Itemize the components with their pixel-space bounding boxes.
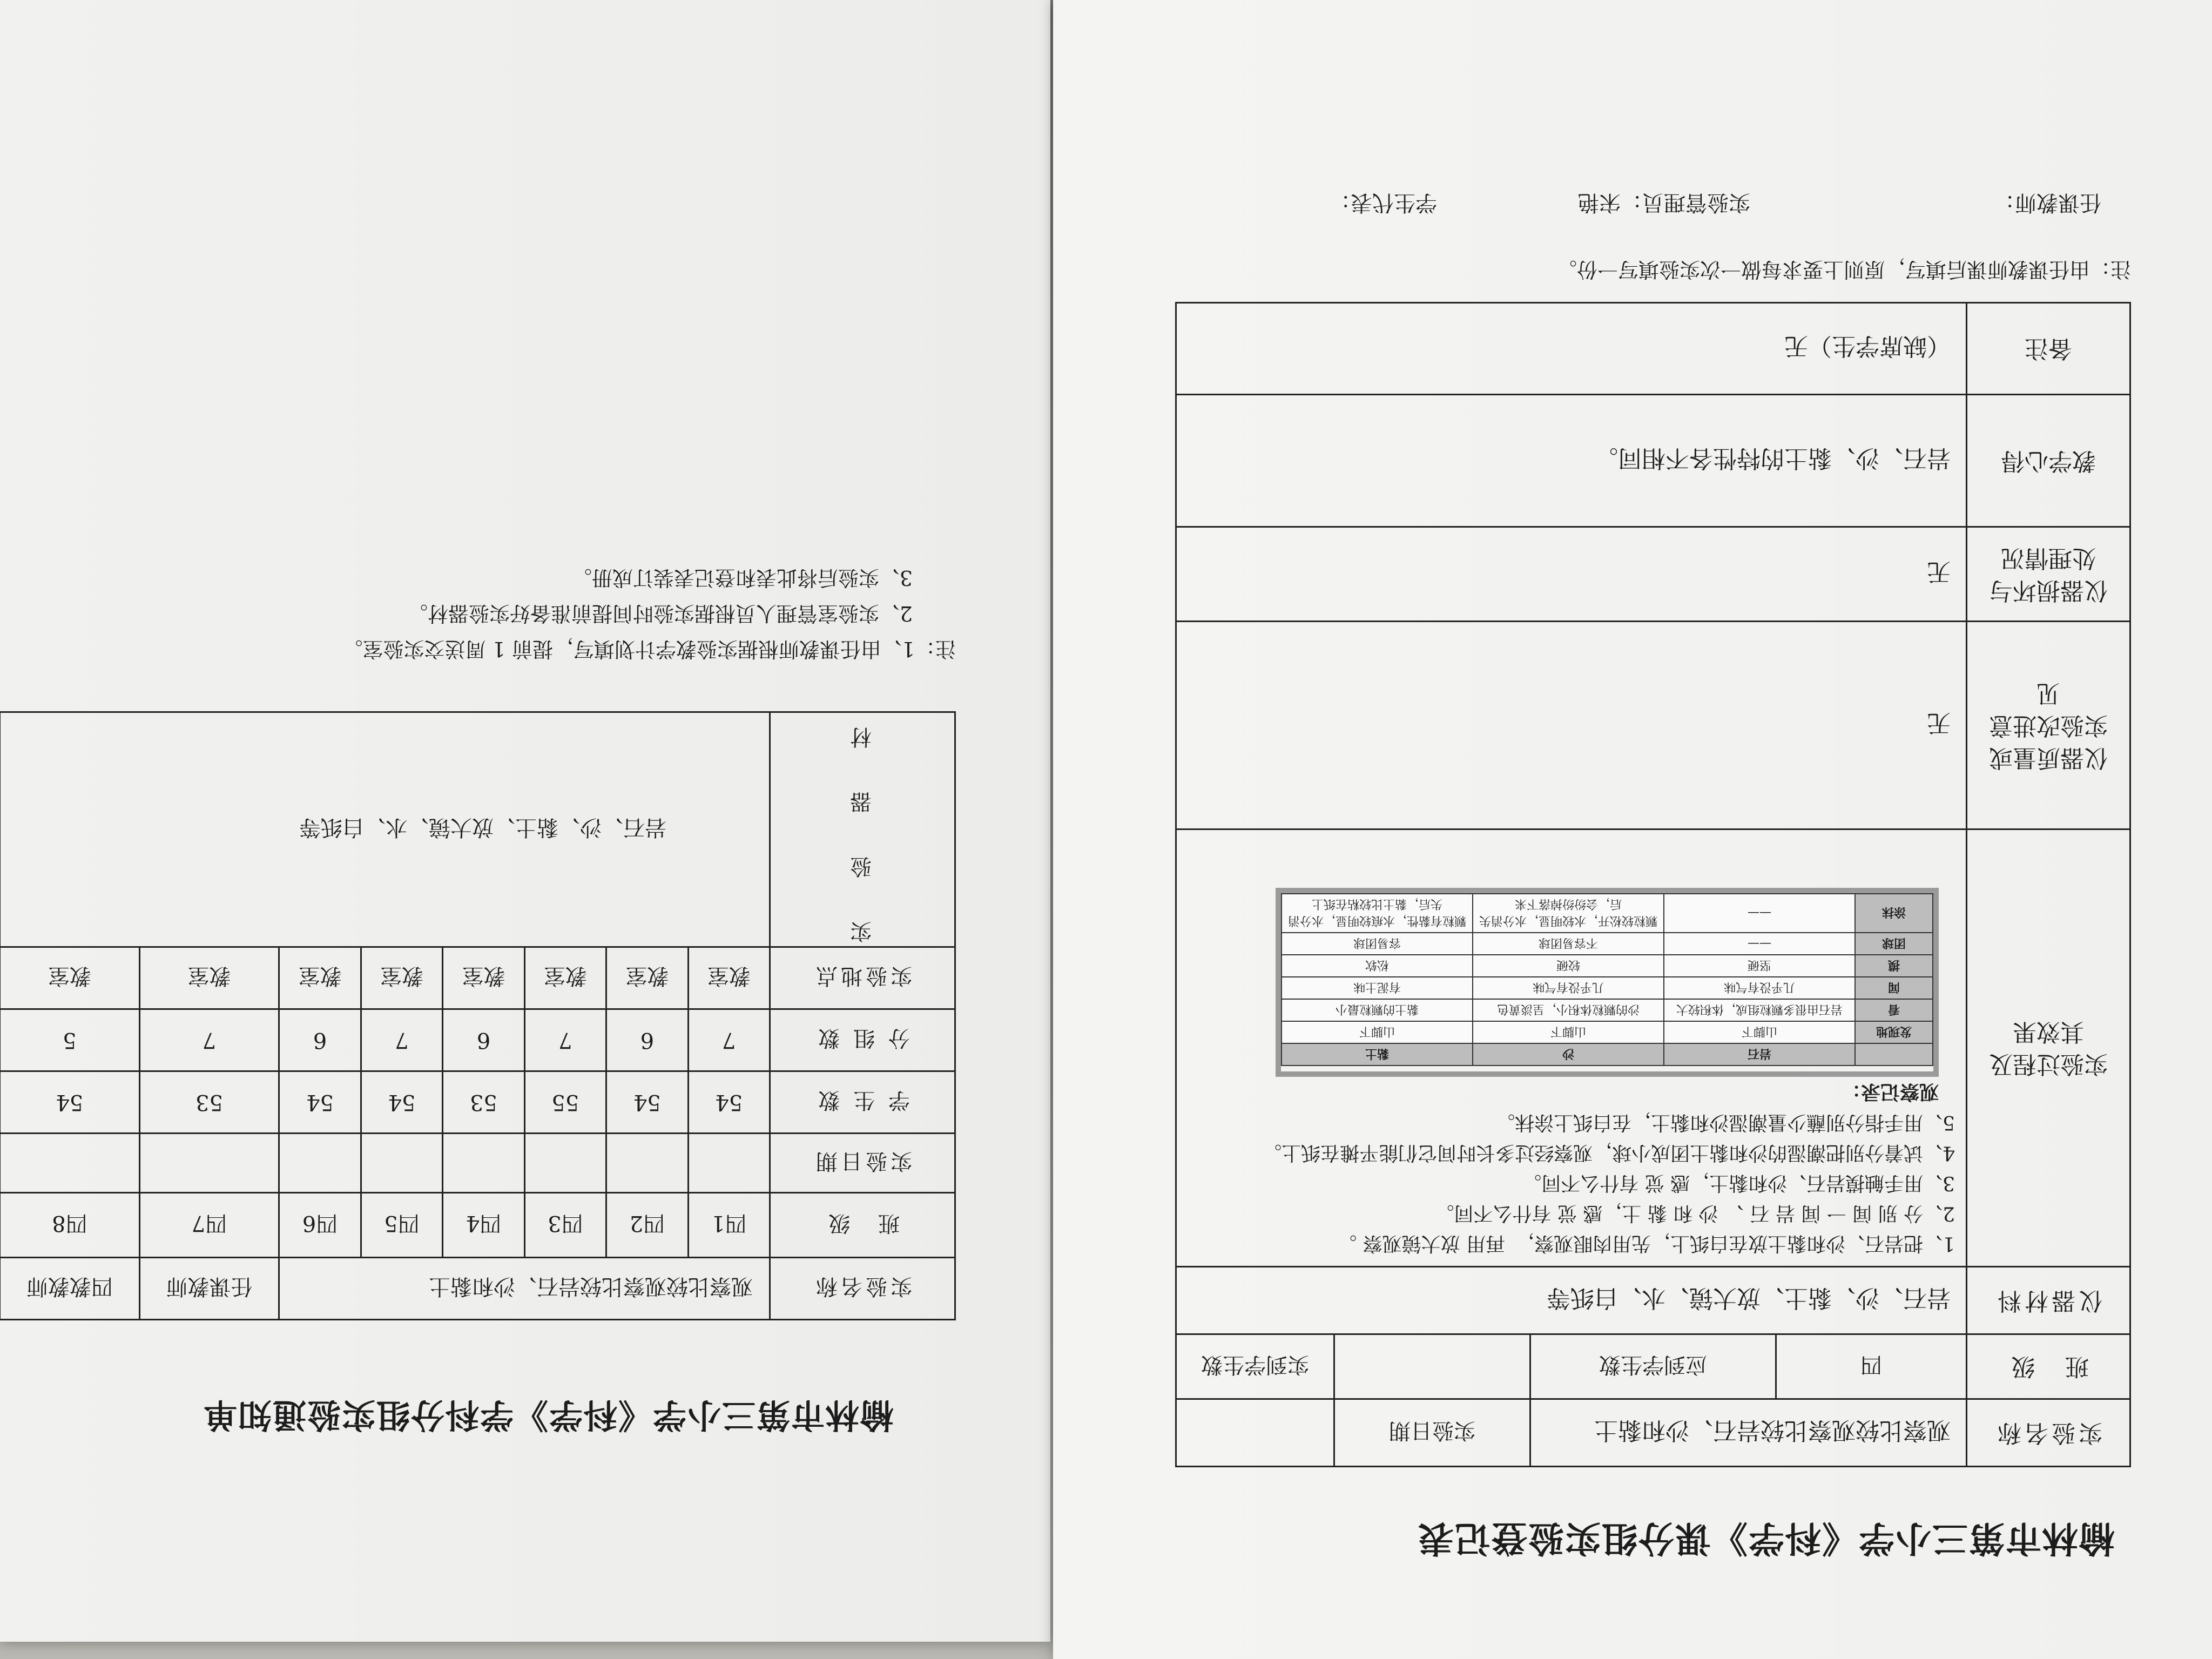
observation-table-frame	[1276, 888, 1939, 1077]
obs-cell: 山脚下	[1473, 1021, 1664, 1043]
record-step: 3、用手触摸岩石、沙和黏土，感 觉 有什么不同。	[1522, 1172, 1955, 1194]
record-quality: 无	[1176, 622, 1967, 830]
obs-cell: 沙的颗粒体积小，呈淡黄色	[1473, 999, 1664, 1021]
class-cell: 四6	[279, 1193, 361, 1258]
record-label-expected: 应到学生数	[1530, 1334, 1776, 1399]
students-cell: 53	[443, 1071, 524, 1134]
location-cell: 教室	[0, 947, 139, 1009]
location-cell: 教室	[688, 947, 770, 1009]
students-cell: 54	[606, 1071, 688, 1134]
obs-header: 岩石	[1664, 1043, 1855, 1065]
observation-title: 观察记录：	[1841, 1081, 1939, 1103]
obs-row-label: 看	[1855, 999, 1933, 1021]
record-damage: 无	[1176, 527, 1967, 622]
students-cell: 54	[361, 1071, 442, 1134]
obs-cell: 较硬	[1473, 955, 1664, 977]
record-label-damage: 仪器损坏与处理情况	[1967, 527, 2130, 622]
obs-cell: 几乎没有气味	[1664, 977, 1855, 999]
record-expected-value	[1334, 1334, 1530, 1399]
record-label-class: 班 级	[1967, 1334, 2130, 1399]
groups-cell: 7	[361, 1009, 442, 1071]
obs-row-label: 涂抹	[1855, 894, 1933, 933]
obs-cell: 颗粒较松开，水较明显，水分消失后，会纷纷掉落下来	[1473, 894, 1664, 933]
footer-manager: 实验管理员：宋艳	[1577, 190, 1750, 215]
record-process-cell	[1176, 830, 1967, 1267]
notice-label-students: 学 生 数	[770, 1071, 955, 1134]
obs-cell: 黏土的颗粒最小	[1282, 999, 1473, 1021]
students-cell: 55	[524, 1071, 606, 1134]
students-cell: 54	[688, 1071, 770, 1134]
location-cell: 教室	[606, 947, 688, 1009]
record-step: 4、试着分别把潮湿的沙和黏土团成小球，观察经过多长时间它们能平摊在纸上。	[1262, 1142, 1955, 1164]
obs-cell: 几乎没有气味	[1473, 977, 1664, 999]
record-label-reflection: 教学心得	[1967, 395, 2130, 527]
record-step: 2、分 别 闻 一 闻 岩 石 、 沙 和 黏 土，感 觉 有什么不同。	[1434, 1202, 1955, 1224]
record-label-process: 实验过程及其效果	[1967, 830, 2130, 1267]
notice-teacher-name: 四教教师	[0, 1258, 139, 1320]
obs-cell: 山脚下	[1282, 1021, 1473, 1043]
location-cell: 教室	[279, 947, 361, 1009]
date-cell	[139, 1134, 279, 1193]
location-cell: 教室	[524, 947, 606, 1009]
class-cell: 四2	[606, 1193, 688, 1258]
record-experiment-name: 观察比较观察比较岩石、沙和黏土	[1530, 1399, 1967, 1467]
record-label-actual: 实到学生数	[1176, 1334, 1334, 1399]
date-cell	[0, 1134, 139, 1193]
record-reflection: 岩石、沙、黏土的特性各不相同。	[1176, 395, 1967, 527]
notice-title: 榆林市第三小学《科学》学科分组实验通知单	[202, 1395, 894, 1435]
notice-label-groups: 分 组 数	[770, 1009, 955, 1071]
obs-header: 黏土	[1282, 1043, 1473, 1065]
date-cell	[606, 1134, 688, 1193]
obs-cell: 颗粒有黏性，水痕较明显，水分消失后，黏土比较粘在纸上	[1282, 894, 1473, 933]
notice-materials: 岩石、沙、黏土、放大镜、水、白纸等	[0, 712, 770, 947]
notice-sheet	[0, 0, 1050, 1642]
location-cell: 教室	[361, 947, 442, 1009]
date-cell	[443, 1134, 524, 1193]
obs-row-label: 摸	[1855, 955, 1933, 977]
groups-cell: 7	[139, 1009, 279, 1071]
class-cell: 四7	[139, 1193, 279, 1258]
date-cell	[279, 1134, 361, 1193]
notice-label-class: 班 级	[770, 1193, 955, 1258]
groups-cell: 6	[443, 1009, 524, 1071]
record-sheet	[1053, 0, 2212, 1659]
record-step: 5、用手指分别蘸少量潮湿沙和黏土，在白纸上涂抹。	[1495, 1111, 1955, 1134]
notice-label-teacher: 任课教师	[139, 1258, 279, 1320]
class-cell: 四3	[524, 1193, 606, 1258]
groups-cell: 6	[279, 1009, 361, 1071]
record-footnote: 注：由任课教师课后填写，原则上要求每做一次实验填写一份。	[1556, 258, 2131, 281]
obs-row-label: 闻	[1855, 977, 1933, 999]
notice-note-3: 3、实验后将此表和登记表装订成册。	[571, 566, 913, 590]
obs-cell: 不容易团球	[1473, 933, 1664, 955]
groups-cell: 6	[606, 1009, 688, 1071]
notice-sheet-content	[0, 0, 1050, 1642]
record-sheet-content	[1053, 0, 2212, 1659]
class-cell: 四1	[688, 1193, 770, 1258]
notice-table	[0, 711, 956, 1320]
class-cell: 四4	[443, 1193, 524, 1258]
record-class-value: 四	[1776, 1334, 1967, 1399]
notice-label-location: 实验地点	[770, 947, 955, 1009]
obs-cell: 容易团球	[1282, 933, 1473, 955]
obs-cell: 有泥土味	[1282, 977, 1473, 999]
obs-cell: ——	[1664, 894, 1855, 933]
class-cell: 四5	[361, 1193, 442, 1258]
notice-note-2: 2、实验室管理人员根据实验时间提前准备好实验器材。	[407, 602, 913, 625]
obs-header	[1855, 1043, 1933, 1065]
students-cell: 54	[0, 1071, 139, 1134]
date-cell	[688, 1134, 770, 1193]
obs-cell: 坚硬	[1664, 955, 1855, 977]
record-step: 1、把岩石、沙和黏土放在白纸上，先用肉眼观察， 再用 放大镜观察 。	[1337, 1232, 1955, 1255]
notice-experiment-name: 观察比较观察比较岩石、沙和黏土	[279, 1258, 770, 1320]
footer-student-rep: 学生代表：	[1329, 190, 1437, 215]
obs-header: 沙	[1473, 1043, 1664, 1065]
groups-cell: 5	[0, 1009, 139, 1071]
record-materials: 岩石、沙、黏土、放大镜、水、白纸等	[1176, 1267, 1967, 1334]
obs-cell: 岩石由很多颗粒组成，体积较大	[1664, 999, 1855, 1021]
location-cell: 教室	[139, 947, 279, 1009]
observation-table	[1281, 893, 1933, 1066]
obs-cell: ——	[1664, 933, 1855, 955]
record-date-value	[1176, 1399, 1334, 1467]
notice-label-date: 实验日期	[770, 1134, 955, 1193]
record-label-remarks: 备注	[1967, 303, 2130, 395]
record-label-quality: 仪器质量或实验改进意见	[1967, 622, 2130, 830]
footer-teacher: 任课教师：	[1993, 190, 2101, 215]
notice-label-materials: 实 验 器 材	[770, 712, 955, 947]
obs-cell: 松软	[1282, 955, 1473, 977]
record-title: 榆林市第三小学《科学》课分组实验登记表	[1417, 1518, 2115, 1560]
obs-row-label: 发现地	[1855, 1021, 1933, 1043]
students-cell: 53	[139, 1071, 279, 1134]
record-label-materials: 仪器材料	[1967, 1267, 2130, 1334]
location-cell: 教室	[443, 947, 524, 1009]
record-table	[1175, 302, 2131, 1467]
notice-note-1: 注：1、由任课教师根据实验教学计划填写，提前 1 周送交实验室。	[342, 637, 956, 661]
obs-row-label: 团球	[1855, 933, 1933, 955]
record-label-experiment-name: 实验名称	[1967, 1399, 2130, 1467]
class-cell: 四8	[0, 1193, 139, 1258]
groups-cell: 7	[524, 1009, 606, 1071]
notice-label-experiment-name: 实验名称	[770, 1258, 955, 1320]
record-remarks: （缺席学生）无	[1176, 303, 1967, 395]
date-cell	[361, 1134, 442, 1193]
record-label-date: 实验日期	[1334, 1399, 1530, 1467]
groups-cell: 7	[688, 1009, 770, 1071]
date-cell	[524, 1134, 606, 1193]
students-cell: 54	[279, 1071, 361, 1134]
obs-cell: 山脚下	[1664, 1021, 1855, 1043]
